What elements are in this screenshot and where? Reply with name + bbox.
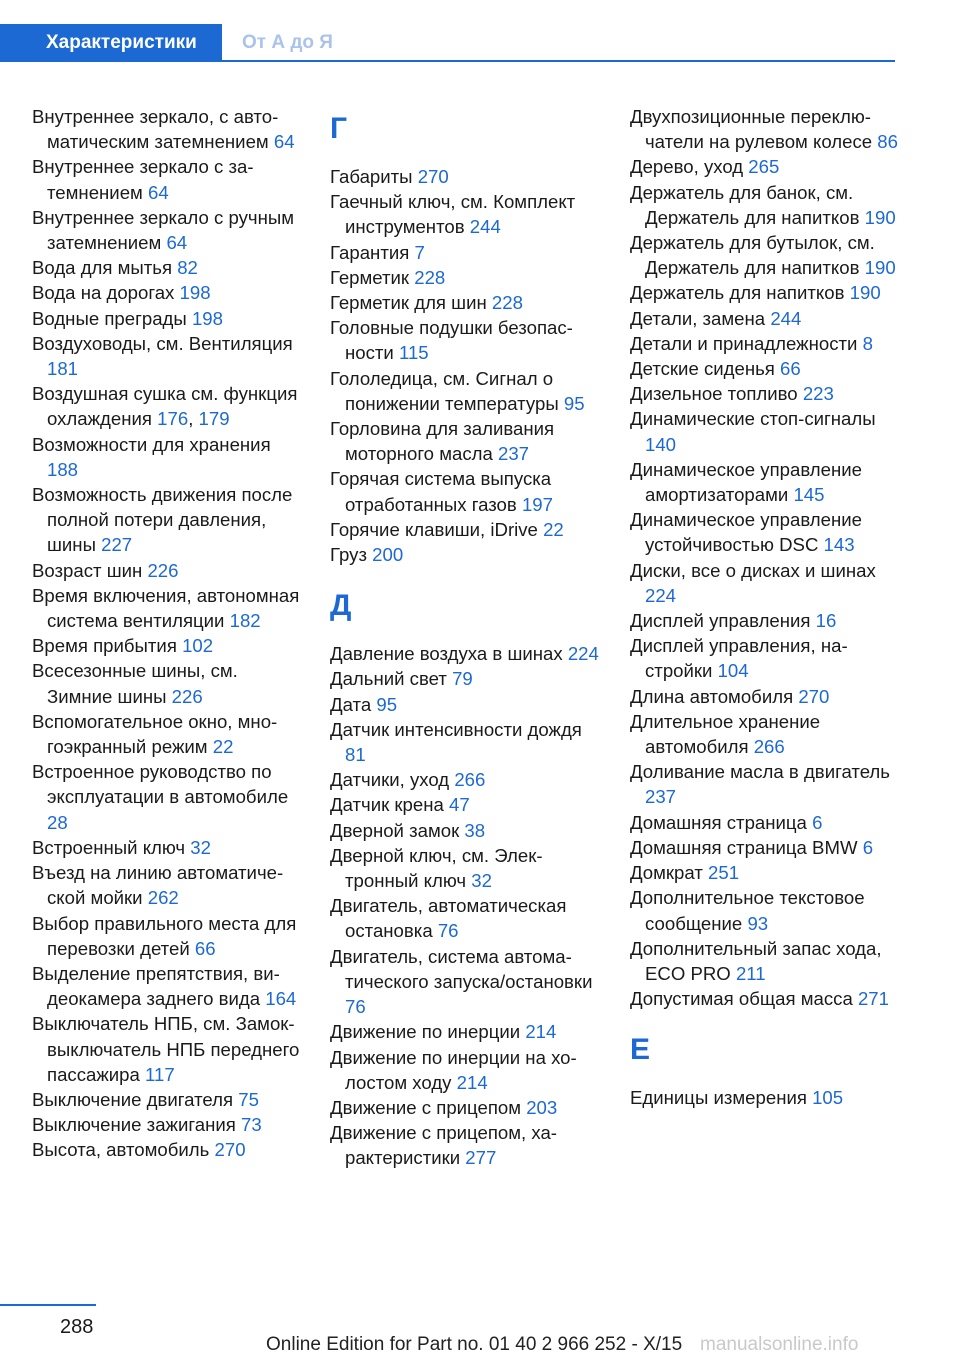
page-link[interactable]: 224	[567, 643, 599, 665]
index-entry	[630, 709, 900, 759]
page-link[interactable]: 270	[417, 166, 449, 187]
index-entry	[32, 1087, 304, 1112]
index-entry	[630, 835, 900, 860]
page-link[interactable]: 179	[198, 408, 230, 430]
index-term: Детские сиденья	[630, 358, 775, 380]
page-link[interactable]: 182	[229, 610, 261, 632]
index-term: Гаечный ключ, см. Комплект инструментов	[330, 191, 576, 238]
index-entry	[32, 306, 304, 331]
index-entry	[32, 255, 304, 280]
index-entry	[330, 792, 602, 817]
index-term: Дальний свет	[330, 668, 447, 690]
page-link[interactable]: 38	[464, 819, 486, 841]
page-link[interactable]: 32	[190, 836, 211, 858]
index-term: Датчики, уход	[330, 769, 450, 791]
index-entry	[330, 818, 602, 843]
index-term: Горячие клавиши, iDrive	[330, 518, 538, 540]
index-term: Давление воздуха в шинах	[330, 643, 563, 665]
page-link[interactable]: 270	[214, 1139, 246, 1161]
index-term: Домкрат	[630, 862, 703, 884]
page-link[interactable]: 95	[563, 392, 585, 414]
page-link[interactable]: 190	[864, 257, 896, 279]
index-entry	[32, 633, 304, 658]
page-link[interactable]: 277	[465, 1147, 497, 1169]
watermark: manualsonline.info	[700, 1334, 859, 1355]
page-link[interactable]: 262	[147, 887, 179, 909]
index-term: Высота, автомобиль	[32, 1139, 210, 1161]
page-link[interactable]: 86	[877, 131, 898, 153]
index-term: Длительное хранение автомобиля	[630, 710, 821, 758]
page-link[interactable]: 32	[471, 870, 492, 892]
index-entry	[32, 104, 304, 154]
index-entry	[630, 633, 900, 683]
index-term: Двигатель, автоматическая остановка	[330, 895, 567, 942]
footer-divider	[0, 1304, 96, 1306]
index-entry	[330, 164, 602, 189]
index-entry	[330, 366, 602, 416]
index-entry	[330, 767, 602, 792]
page-link[interactable]: 82	[177, 257, 198, 279]
index-entry	[330, 843, 602, 893]
page-link[interactable]: 73	[241, 1114, 262, 1136]
index-entry	[630, 356, 900, 381]
index-term: Выбор правильного места для перевозки детей	[32, 912, 297, 959]
index-entry	[630, 558, 900, 608]
index-entry	[630, 306, 900, 331]
index-entry	[32, 759, 304, 835]
page-link[interactable]: 190	[849, 282, 881, 304]
index-entry	[330, 542, 602, 567]
index-entry	[630, 1085, 900, 1110]
index-column-1	[32, 104, 304, 1163]
index-term: Динамические стоп-сигналы	[630, 408, 876, 430]
index-term: Дерево, уход	[630, 156, 744, 178]
index-entry	[630, 154, 900, 179]
index-term: Воздуховоды, см. Вентиляция	[32, 332, 293, 354]
page-link[interactable]: 270	[798, 685, 830, 707]
page-link[interactable]: 244	[469, 216, 501, 238]
index-term: Длина автомобиля	[630, 685, 794, 707]
index-term: Гололедица, см. Сигнал о понижении температуры	[330, 367, 559, 414]
index-term: Вода для мытья	[32, 257, 173, 279]
index-term: Внутреннее зеркало, с автоматическим затемнением	[32, 106, 279, 153]
index-entry: Воздушная сушка см. функция охлаждения 176, 179	[32, 383, 298, 430]
index-entry	[330, 240, 602, 265]
page-link[interactable]: 64	[273, 131, 295, 153]
index-term: Динамическое управление устойчивостью DSC	[630, 509, 862, 556]
tab-characteristics[interactable]: Характеристики	[0, 24, 222, 62]
index-term: Домашняя страница BMW	[630, 836, 858, 858]
index-entry	[330, 517, 602, 542]
index-entry	[32, 432, 304, 482]
index-term: Датчик крена	[330, 794, 444, 816]
index-entry	[32, 205, 304, 255]
index-term: Единицы измерения	[630, 1087, 807, 1109]
index-entry	[630, 860, 900, 885]
section-letter: Г	[330, 112, 348, 145]
index-term: Горячая система выпуска отработанных газов	[330, 468, 552, 515]
section-letter: Д	[330, 589, 352, 623]
index-term: Дополнительное текстовое сообщение	[630, 887, 865, 934]
index-term: Датчик интенсивности дождя	[330, 718, 582, 740]
index-term: Дисплей управления	[630, 610, 811, 632]
page-link[interactable]: 227	[101, 534, 133, 556]
page-link[interactable]: 6	[812, 811, 823, 833]
index-term: Герметик	[330, 266, 410, 288]
index-term: Герметик для шин	[330, 292, 487, 314]
index-term: Дверной ключ, см. Электронный ключ	[330, 844, 543, 892]
index-term: Диски, все о дисках и шинах	[630, 559, 876, 581]
index-term: Возможность движения после полной потери давления, шины	[32, 484, 293, 556]
index-entry	[330, 189, 602, 239]
index-term: Дизельное топливо	[630, 383, 798, 405]
page-link[interactable]: 224	[645, 584, 677, 606]
page-link[interactable]: 8	[862, 332, 873, 354]
index-term: Водные преграды	[32, 307, 187, 329]
index-term: Дверной замок	[330, 819, 460, 841]
index-term: Выключение зажигания	[32, 1114, 236, 1136]
index-entry	[330, 666, 602, 691]
page-link[interactable]: 102	[182, 635, 214, 657]
index-term: Выключатель НПБ, см. Замок-выключатель НПБ переднего пассажира	[32, 1013, 300, 1085]
page-link[interactable]: 266	[753, 736, 785, 758]
index-entry	[630, 986, 900, 1011]
page-link[interactable]: 22	[543, 518, 564, 540]
page-link[interactable]: 251	[708, 862, 740, 884]
index-entry	[630, 936, 900, 986]
index-entry	[32, 860, 304, 910]
page-link[interactable]: 28	[47, 811, 68, 833]
page-link[interactable]: 76	[437, 920, 459, 942]
index-term: Выделение препятствия, видеокамера заднего вида	[32, 962, 280, 1010]
page-link[interactable]: 75	[238, 1088, 259, 1110]
page-link[interactable]: 104	[717, 660, 749, 682]
page-link[interactable]: 6	[862, 836, 874, 858]
index-term: Внутреннее зеркало с затемнением	[32, 156, 254, 203]
page-link[interactable]: 22	[212, 736, 234, 758]
page-link[interactable]: 203	[526, 1096, 558, 1118]
index-term: Возможности для хранения	[32, 433, 271, 455]
index-entry	[330, 1095, 602, 1120]
index-entry	[32, 583, 304, 633]
index-entry	[330, 893, 602, 943]
tab-a-to-z[interactable]: От А до Я	[242, 32, 333, 53]
index-entry	[32, 558, 304, 583]
index-entry	[630, 104, 900, 154]
page-link[interactable]: 16	[815, 610, 837, 632]
index-term: Динамическое управление амортизаторами	[630, 458, 862, 506]
page-link[interactable]: 117	[145, 1063, 175, 1085]
index-term: Держатель для напитков	[630, 282, 845, 304]
page-link[interactable]: 226	[171, 685, 203, 707]
index-term: Всесезонные шины, см. Зимние шины	[32, 660, 238, 707]
page-link[interactable]: 66	[780, 358, 801, 380]
page-link[interactable]: 228	[491, 292, 523, 314]
index-entry	[330, 315, 602, 365]
index-term: Дисплей управления, настройки	[630, 635, 848, 682]
page-link[interactable]: 223	[802, 383, 834, 405]
index-term: Воздушная сушка см. функция охлаждения	[32, 383, 298, 430]
index-entry	[330, 944, 602, 1020]
index-entry	[630, 457, 900, 507]
index-term: Груз	[330, 544, 367, 566]
page-link[interactable]: 143	[823, 534, 855, 556]
index-term: Двухпозиционные переключатели на рулевом колесе	[630, 106, 873, 153]
index-column-2	[330, 104, 602, 1171]
page-link[interactable]: 47	[449, 794, 470, 816]
index-entry	[630, 608, 900, 633]
index-term: Время прибытия	[32, 635, 177, 657]
index-entry	[630, 406, 900, 456]
index-entry	[630, 885, 900, 935]
index-entry	[630, 331, 900, 356]
edition-note: Online Edition for Part no. 01 40 2 966 252 - X/15	[266, 1334, 683, 1355]
header-divider	[0, 60, 895, 62]
page-link[interactable]: 7	[414, 241, 425, 263]
index-entry	[32, 911, 304, 961]
index-entry	[330, 1019, 602, 1044]
page-link[interactable]: 266	[454, 769, 486, 791]
index-entry	[32, 658, 304, 708]
index-entry	[32, 835, 304, 860]
index-entry	[630, 180, 900, 230]
page-link[interactable]: 214	[456, 1071, 488, 1093]
page-link[interactable]: 95	[376, 693, 398, 715]
index-term: Детали, замена	[630, 307, 766, 329]
index-term: Доливание масла в двигатель	[630, 761, 890, 783]
page-link[interactable]: 176	[157, 408, 189, 430]
page-link[interactable]: 198	[179, 282, 211, 304]
index-term: Горловина для заливания моторного масла	[330, 418, 555, 465]
index-entry	[32, 482, 304, 558]
index-entry	[630, 507, 900, 557]
index-entry	[32, 709, 304, 759]
index-entry	[330, 466, 602, 516]
index-term: Время включения, автономная система вентиляции	[32, 584, 300, 632]
page-link[interactable]: 188	[47, 458, 79, 480]
page-link[interactable]: 93	[747, 912, 769, 934]
page-link[interactable]: 226	[147, 559, 179, 581]
page-number: 288	[60, 1316, 94, 1338]
page-link[interactable]: 66	[194, 937, 216, 959]
page-link[interactable]: 271	[857, 988, 889, 1010]
index-term: Встроенное руководство по эксплуатации в автомобиле	[32, 761, 289, 808]
header-tabs	[0, 0, 960, 64]
index-term: Движение по инерции на холостом ходу	[330, 1046, 577, 1093]
page-link[interactable]: 228	[414, 266, 446, 288]
page-link[interactable]: 79	[452, 668, 473, 690]
page-link[interactable]: 105	[812, 1087, 844, 1109]
index-term: Выключение двигателя	[32, 1088, 234, 1110]
index-term: Дополнительный запас хода, ECO PRO	[630, 937, 882, 984]
index-term: Дата	[330, 693, 372, 715]
index-entry	[32, 961, 304, 1011]
index-term: Встроенный ключ	[32, 836, 186, 858]
index-entry	[330, 717, 602, 767]
page-link[interactable]: 214	[525, 1021, 557, 1043]
index-entry	[32, 1112, 304, 1137]
index-entry	[630, 684, 900, 709]
index-entry	[630, 381, 900, 406]
page-link[interactable]: 140	[645, 433, 677, 455]
index-term: Возраст шин	[32, 559, 143, 581]
index-term: Держатель для бутылок, см. Держатель для напитков	[630, 232, 875, 279]
index-entry	[32, 331, 304, 381]
page-link[interactable]: 81	[345, 744, 366, 766]
index-entry	[32, 280, 304, 305]
index-entry	[330, 692, 602, 717]
page-link[interactable]: 200	[372, 544, 404, 566]
index-entry	[630, 810, 900, 835]
index-entry	[330, 1120, 602, 1170]
page-link[interactable]: 76	[345, 996, 366, 1018]
index-term: Домашняя страница	[630, 811, 807, 833]
page-link[interactable]: 145	[793, 484, 825, 506]
index-term: Детали и принадлежности	[630, 332, 858, 354]
index-term: Вода на дорогах	[32, 282, 175, 304]
page-link[interactable]: 181	[47, 358, 79, 380]
index-entry	[330, 1045, 602, 1095]
index-entry	[32, 1011, 304, 1087]
page-link[interactable]: 64	[166, 232, 188, 254]
index-term: Двигатель, система автоматического запуска/остановки	[330, 945, 593, 992]
index-entry	[330, 290, 602, 315]
index-term: Гарантия	[330, 241, 410, 263]
index-entry	[630, 280, 900, 305]
page-link[interactable]: 244	[770, 307, 802, 329]
page-link[interactable]: 211	[735, 962, 766, 984]
index-term: Головные подушки безопасности	[330, 317, 573, 364]
index-term: Вспомогательное окно, многоэкранный режим	[32, 710, 278, 758]
index-term: Движение по инерции	[330, 1021, 521, 1043]
index-term: Въезд на линию автоматической мойки	[32, 862, 284, 909]
index-entry	[330, 265, 602, 290]
index-entry	[330, 416, 602, 466]
index-entry	[630, 759, 900, 809]
index-term: Держатель для банок, см. Держатель для напитков	[630, 181, 860, 228]
index-entry	[330, 641, 602, 666]
index-term: Движение с прицепом	[330, 1096, 522, 1118]
page-link[interactable]: 164	[265, 988, 297, 1010]
index-entry	[32, 154, 304, 204]
index-entry	[32, 1137, 304, 1162]
page-link[interactable]: 198	[191, 307, 223, 329]
index-term: Движение с прицепом, характеристики	[330, 1122, 557, 1169]
page-link[interactable]: 190	[864, 206, 896, 228]
index-term: Допустимая общая масса	[630, 988, 853, 1010]
index-entry	[630, 230, 900, 280]
page-link[interactable]: 64	[148, 181, 169, 203]
page-link[interactable]: 265	[748, 156, 780, 178]
page-link[interactable]: 115	[398, 342, 429, 364]
page-link[interactable]: 237	[497, 443, 530, 465]
index-column-3	[630, 104, 900, 1111]
index-term: Внутреннее зеркало с ручным затемнением	[32, 206, 294, 254]
section-letter: Е	[630, 1033, 651, 1067]
page-link[interactable]: 237	[645, 786, 677, 808]
index-term: Габариты	[330, 166, 413, 187]
page-link[interactable]: 197	[521, 493, 553, 515]
